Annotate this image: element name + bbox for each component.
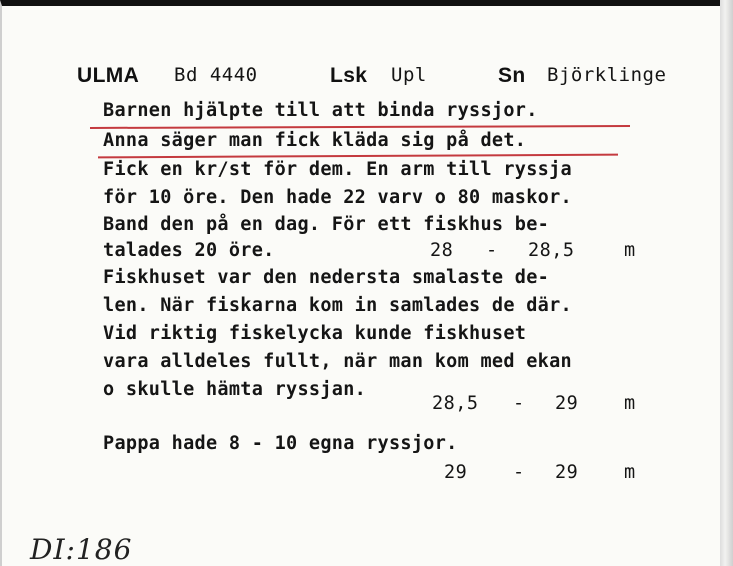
ref-3-to: 29 — [555, 462, 579, 483]
lsk-label: Lsk — [330, 64, 368, 87]
ref-1-dash: - — [486, 240, 498, 261]
ref-1-from: 28 — [430, 240, 454, 261]
body-line-11: o skulle hämta ryssjan. — [103, 379, 367, 400]
ref-3-unit: m — [624, 462, 636, 483]
scan-edge — [720, 0, 733, 566]
lsk-value: Upl — [391, 64, 427, 86]
ref-2-to: 29 — [555, 393, 579, 414]
sn-label: Sn — [498, 64, 526, 87]
red-underline-1 — [90, 125, 630, 129]
body-line-5: Band den på en dag. För ett fiskhus be- — [103, 214, 550, 235]
body-line-4: för 10 öre. Den hade 22 varv o 80 maskor. — [103, 187, 572, 208]
handwritten-note: DI:186 — [30, 533, 133, 566]
ref-3-dash: - — [513, 462, 525, 483]
body-line-3: Fick en kr/st för dem. En arm till ryssja — [103, 159, 572, 180]
ref-1-unit: m — [624, 240, 636, 261]
red-underline-2 — [98, 154, 618, 159]
body-line-7: Fiskhuset var den nedersta smalaste de- — [103, 267, 550, 288]
ref-2-dash: - — [513, 393, 525, 414]
body-line-12: Pappa hade 8 - 10 egna ryssjor. — [103, 433, 458, 454]
body-line-9: Vid riktig fiskelycka kunde fiskhuset — [103, 323, 527, 344]
ref-3-from: 29 — [444, 462, 468, 483]
body-line-1: Barnen hjälpte till att binda ryssjor. — [103, 100, 538, 121]
body-line-8: len. När fiskarna kom in samlades de där. — [103, 295, 572, 316]
body-line-10: vara alldeles fullt, när man kom med ekan — [103, 351, 572, 372]
ulma-value: Bd 4440 — [174, 64, 258, 86]
ulma-label: ULMA — [77, 64, 140, 87]
body-line-2: Anna säger man fick kläda sig på det. — [103, 130, 527, 151]
sn-value: Björklinge — [547, 64, 667, 86]
ref-1-to: 28,5 — [528, 240, 575, 261]
body-line-6: talades 20 öre. — [103, 240, 275, 261]
ref-2-unit: m — [624, 393, 636, 414]
ref-2-from: 28,5 — [432, 393, 479, 414]
